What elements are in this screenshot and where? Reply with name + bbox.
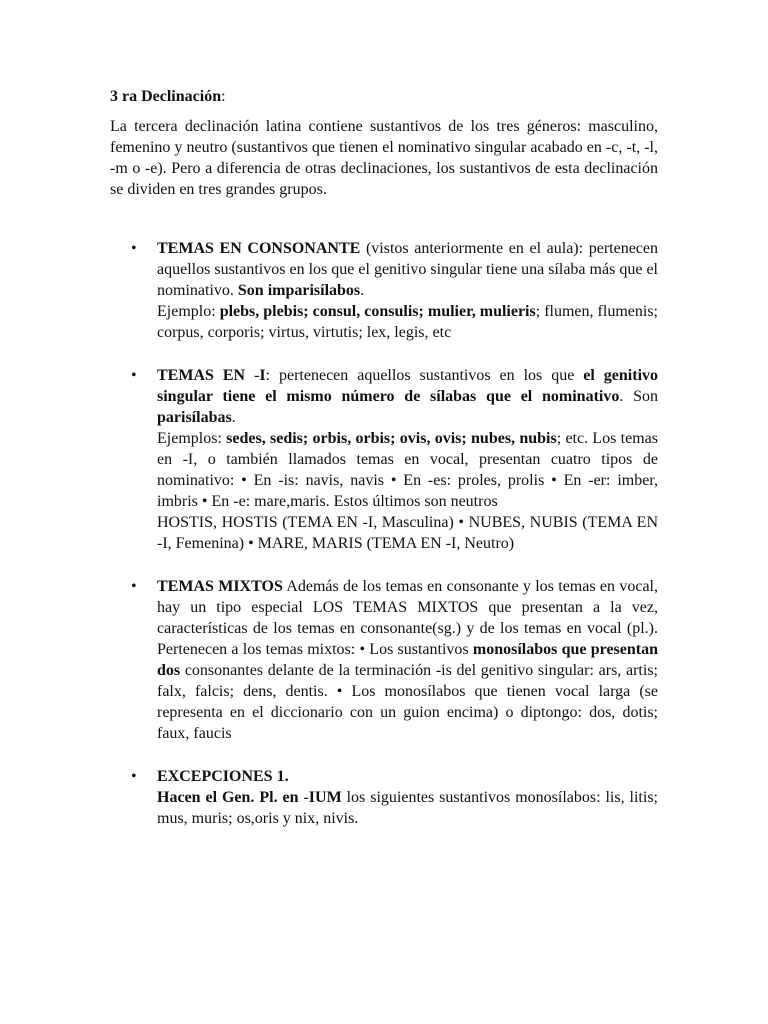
text: Ejemplo: [157, 303, 220, 320]
bold-text: el genitivo singular tiene el mismo número de sílabas que el nominativo [157, 367, 659, 405]
bold-text: monosílabos que presentan dos [157, 641, 658, 679]
text: . [231, 409, 236, 426]
bullet-icon: • [131, 367, 137, 384]
list-item-excepciones [110, 766, 658, 829]
bold-text: TEMAS EN CONSONANTE [157, 240, 361, 257]
text: consonantes delante de la terminación -is del genitivo singular: ars, artis; falx, falcis; dens, dentis. • Los monosílabos que tienen vocal larga (se representa en el diccionario con un guion encima) o diptongo: dos, dotis; faux, faucis [157, 662, 658, 742]
text: ; etc. Los temas en -I, o también llamados temas en vocal, presentan cuatro tipos de nominativo: • En -is: navis, navis • En -es: proles, prolis • En -er: imber, imbris • En -e: mare,maris. Estos últimos son neutros [157, 430, 658, 510]
list-item-paragraph [157, 301, 658, 343]
text: : pertenecen aquellos sustantivos en los que [265, 367, 584, 384]
list-item-temas-en-i [110, 365, 658, 554]
heading-colon: : [221, 88, 226, 105]
bold-text: IUM [308, 789, 342, 806]
text: - [303, 789, 309, 806]
list-item-temas-consonante [110, 238, 658, 343]
text: Ejemplos: [157, 430, 227, 447]
list-item-paragraph [157, 428, 658, 512]
text: . Son [619, 388, 658, 405]
list-item-paragraph [157, 238, 658, 301]
declension-groups-list [110, 238, 658, 829]
bold-text: TEMAS MIXTOS [157, 578, 283, 595]
bold-text: EXCEPCIONES 1. [157, 768, 289, 785]
bold-text: sedes, sedis; orbis, orbis; ovis, ovis; nubes, nubis [226, 430, 557, 447]
bold-text: parisílabas [157, 409, 232, 426]
text: HOSTIS, HOSTIS (TEMA EN -I, Masculina) • NUBES, NUBIS (TEMA EN -I, Femenina) • MARE, MARIS (TEMA EN -I, Neutro) [157, 514, 658, 552]
text: . [360, 282, 365, 299]
list-item-paragraph [157, 787, 658, 829]
bold-text: I [259, 367, 266, 384]
text: Además de los temas en consonante y los temas en vocal, hay un tipo especial LOS TEMAS MIXTOS que presentan a la vez, características de los temas en consonante(sg.) y de los temas en vocal (pl.). Pertenecen a los temas mixtos: • Los sustantivos [157, 578, 658, 658]
heading-title: 3 ra Declinación [110, 88, 222, 105]
text: - [254, 367, 260, 384]
bold-text: plebs, plebis; consul, consulis; mulier, mulieris [219, 303, 536, 320]
list-item-paragraph [157, 576, 658, 744]
text: los siguientes sustantivos monosílabos: lis, litis; mus, muris; os,oris y nix, nivis. [157, 789, 658, 827]
bold-text: TEMAS EN [157, 367, 255, 384]
bold-text: Son imparisílabos [237, 282, 361, 299]
list-item-paragraph [157, 512, 658, 554]
text: ; flumen, flumenis; corpus, corporis; virtus, virtutis; lex, legis, etc [157, 303, 658, 341]
bullet-icon: • [131, 240, 137, 257]
text: (vistos anteriormente en el aula): pertenecen aquellos sustantivos en los que el genitivo singular tiene una sílaba más que el nominativo. [157, 240, 658, 299]
bold-text: Hacen el Gen. Pl. en [157, 789, 304, 806]
list-item-paragraph [157, 365, 658, 428]
section-heading [110, 86, 658, 108]
intro-paragraph: La tercera declinación latina contiene sustantivos de los tres géneros: masculino, femenino y neutro (sustantivos que tienen el nominativo singular acabado en -c, -t, -l, -m o -e). Pero a diferencia de otras declinaciones, los sustantivos de esta declinación se dividen en tres grandes grupos. [110, 118, 658, 198]
list-item-temas-mixtos [110, 576, 658, 744]
bullet-icon: • [131, 578, 137, 595]
list-item-paragraph [157, 766, 658, 787]
bullet-icon: • [131, 768, 137, 785]
